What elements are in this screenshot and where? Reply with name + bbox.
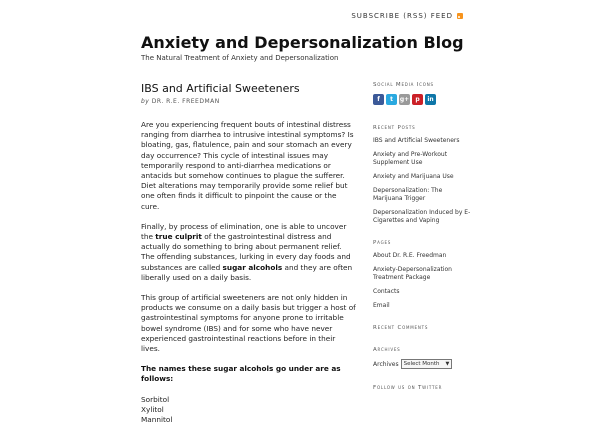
list-item <box>373 151 473 167</box>
post-content <box>141 82 356 425</box>
list-item: Mannitol <box>141 415 173 425</box>
twitter-icon[interactable]: t <box>386 94 397 105</box>
list-item: Sorbitol <box>141 394 170 404</box>
post-paragraph-1: Are you experiencing frequent bouts of intestinal distress ranging from diarrhea to intrusive intestinal symptoms? Is bloating, gas, flatulence, pain and sour stomach an every day occurrence? This cycle of intestinal issues may temporarily respond to anti-diarrhea medications or antacids but somehow continues to plague the sufferer. Diet alterations may temporarily provide some relief but one often finds it difficult to pinpoint the cause or the cure. <box>141 120 354 211</box>
list-item <box>373 266 473 282</box>
archives-heading: Archives <box>373 347 401 353</box>
pages-list <box>373 252 473 310</box>
recent-post-link[interactable]: Anxiety and Marijuana Use <box>373 173 454 180</box>
rss-icon[interactable] <box>457 13 463 19</box>
post-byline <box>141 98 356 105</box>
follow-twitter-heading: Follow us on Twitter <box>373 385 443 391</box>
list-item <box>373 302 473 310</box>
p2-text-c: of the gastrointestinal distress and actually do something to bring about permanent relief. The offending substances, lurking in every day foods and substances are called <box>141 232 351 272</box>
list-item: Xylitol <box>141 404 164 414</box>
p2-text-e: and they are often liberally used on a daily basis. <box>141 262 353 282</box>
archives-select-value: Select Month <box>403 361 440 367</box>
archives-label: Archives <box>373 360 399 368</box>
p2-text-a: Finally, by process of elimination, one is able to uncover the <box>141 221 347 242</box>
post-paragraph-4 <box>141 364 356 384</box>
recent-posts-heading: Recent Posts <box>373 125 416 131</box>
p2-bold-true-culprit: true culprit <box>155 232 202 242</box>
p2-bold-sugar-alcohols: sugar alcohols <box>222 262 283 272</box>
linkedin-icon[interactable]: in <box>425 94 436 105</box>
blog-tagline: The Natural Treatment of Anxiety and Depersonalization <box>141 54 339 62</box>
list-item <box>373 137 473 145</box>
chevron-down-icon: ▼ <box>445 361 450 367</box>
sugar-alcohol-list <box>141 395 356 425</box>
post-paragraph-2 <box>141 222 356 283</box>
pinterest-icon[interactable]: p <box>412 94 423 105</box>
list-item <box>373 187 473 203</box>
page-link[interactable]: Anxiety-Depersonalization Treatment Package <box>373 266 452 281</box>
facebook-icon[interactable]: f <box>373 94 384 105</box>
archives-row <box>373 359 473 369</box>
archives-select[interactable] <box>401 359 453 369</box>
blog-title[interactable]: Anxiety and Depersonalization Blog <box>141 33 464 52</box>
pages-heading: Pages <box>373 240 392 246</box>
list-item <box>373 288 473 296</box>
recent-post-link[interactable]: Depersonalization Induced by E-Cigarettes and Vaping <box>373 209 471 224</box>
page-link[interactable]: Email <box>373 302 390 309</box>
recent-comments-heading: Recent Comments <box>373 325 429 331</box>
google-plus-icon[interactable]: g+ <box>399 96 410 103</box>
byline-prefix: by <box>141 98 150 105</box>
sidebar <box>373 82 473 397</box>
p4-bold: The names these sugar alcohols go under are as follows: <box>141 364 341 384</box>
post-paragraph-3: This group of artificial sweeteners are not only hidden in products we consume on a daily basis but trigger a host of gastrointestinal symptoms for anyone prone to irritable bowel syndrome (IBS) and for some who have never experienced gastrointestinal reactions before in their lives. <box>141 293 356 354</box>
social-icons-row <box>373 94 473 105</box>
recent-post-link[interactable]: IBS and Artificial Sweeteners <box>373 137 460 144</box>
social-media-heading: Social Media Icons <box>373 82 434 88</box>
subscribe-rss-link[interactable] <box>351 12 463 20</box>
page-link[interactable]: Contacts <box>373 288 400 295</box>
post-title[interactable]: IBS and Artificial Sweeteners <box>141 82 300 95</box>
list-item <box>373 209 473 225</box>
list-item <box>373 173 473 181</box>
recent-posts-list <box>373 137 473 225</box>
list-item <box>373 252 473 260</box>
recent-post-link[interactable]: Anxiety and Pre-Workout Supplement Use <box>373 151 448 166</box>
subscribe-label[interactable]: SUBSCRIBE (RSS) FEED <box>351 12 453 20</box>
page-link[interactable]: About Dr. R.E. Freedman <box>373 252 447 259</box>
recent-post-link[interactable]: Depersonalization: The Marijuana Trigger <box>373 187 443 202</box>
post-author: DR. R.E. FREEDMAN <box>151 98 220 105</box>
